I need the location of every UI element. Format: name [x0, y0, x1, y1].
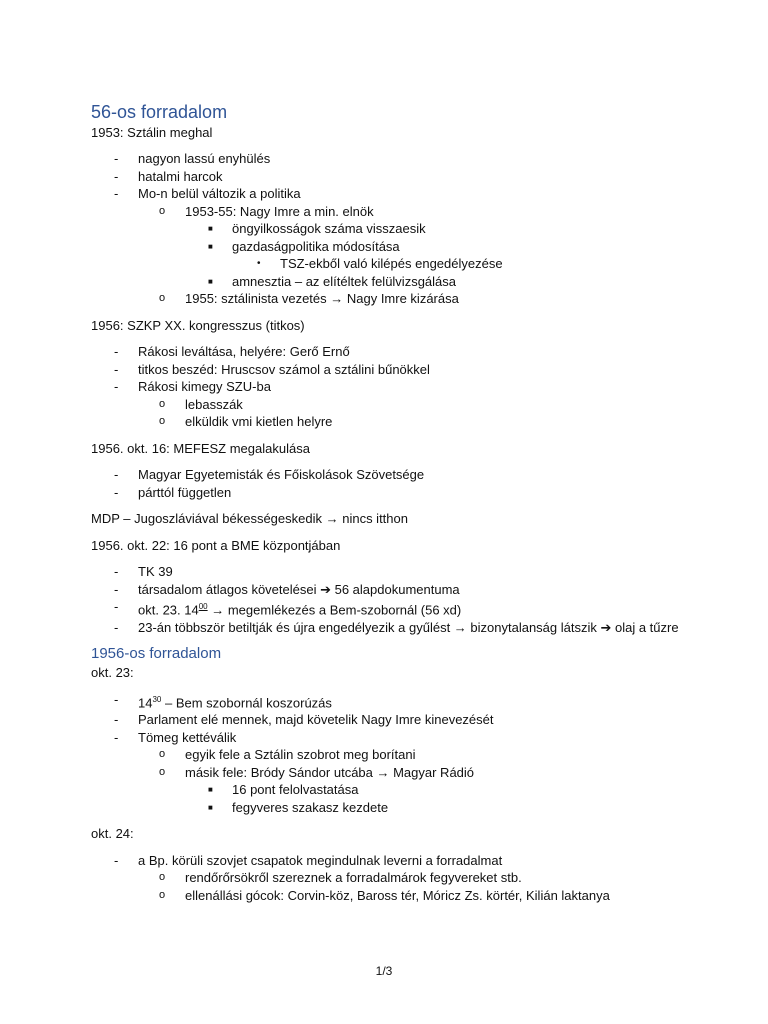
- list-1953: [91, 150, 691, 308]
- list-item: ■ fegyveres szakasz kezdete: [208, 799, 389, 815]
- square-marker: ■: [208, 276, 213, 286]
- sublist: [138, 869, 691, 904]
- list-item: - társadalom átlagos követelései ➔ 56 alapdokumentuma: [114, 581, 460, 597]
- list-item: - TK 39: [114, 564, 173, 579]
- circle-marker: o: [159, 397, 166, 410]
- dash-marker: -: [114, 581, 119, 597]
- circle-marker: o: [159, 888, 166, 901]
- dash-marker: -: [114, 151, 119, 166]
- list-16-pont: [91, 563, 691, 636]
- list-item: ■ gazdaságpolitika módosítása • TSZ-ekből való kilépés engedélyezése: [185, 238, 691, 273]
- dash-marker: -: [114, 564, 119, 579]
- list-item: - Tömeg kettéválik o egyik fele a Sztálin szobrot meg borítani o másik fele: Bródy Sándor utcába → Magyar Rádió ■ 16 pont felolvastatása ■ fegyveres szakasz kezdete: [91, 729, 691, 817]
- list-item: o rendőrőrsökről szereznek a forradalmárok fegyvereket stb.: [159, 870, 522, 886]
- dash-marker: -: [114, 168, 119, 184]
- square-marker: ■: [208, 785, 213, 795]
- dash-marker: -: [114, 467, 119, 482]
- heading-56-os-forradalom: 56-os forradalom: [91, 102, 228, 122]
- dash-marker: -: [114, 361, 119, 377]
- list-item: - párttól független: [114, 484, 232, 500]
- list-item: - 23-án többször betiltják és újra engedélyezik a gyűlést → bizonytalanság látszik ➔ olaj a tűzre: [114, 619, 679, 635]
- square-marker: ■: [208, 241, 213, 251]
- paragraph-okt-24: okt. 24:: [91, 826, 134, 842]
- list-item: - Parlament elé mennek, majd követelik Nagy Imre kinevezését: [114, 712, 494, 728]
- list-okt-23: [91, 691, 691, 817]
- list-item: o 1953-55: Nagy Imre a min. elnök ■ öngyilkosságok száma visszaesik ■ gazdaságpolitika módosítása • TSZ-ekből való kilépés engedélyezése ■ amnesztia – az elítéltek felülvizsgálása: [138, 203, 691, 291]
- list-item: o egyik fele a Sztálin szobrot meg borítani: [159, 747, 416, 763]
- sublist: [185, 220, 691, 290]
- list-item: - nagyon lassú enyhülés: [114, 151, 271, 166]
- paragraph-1953: 1953: Sztálin meghal: [91, 124, 213, 140]
- dash-marker: -: [114, 379, 119, 394]
- list-item: - a Bp. körüli szovjet csapatok megindulnak leverni a forradalmat o rendőrőrsökről szereznek a forradalmárok fegyvereket stb. o ellenállási gócok: Corvin-köz, Baross tér, Móricz Zs. körtér, Kilián laktanya: [91, 852, 691, 905]
- dash-marker: -: [114, 852, 119, 868]
- circle-marker: o: [159, 871, 166, 884]
- list-item: - $14^{30}$ – Bem szobornál koszorúzás: [114, 691, 332, 710]
- paragraph-16-pont: 1956. okt. 22: 16 pont a BME központjában: [91, 537, 341, 553]
- heading-1956-os-forradalom: 1956-os forradalom: [91, 645, 222, 663]
- list-okt-24: [91, 852, 691, 905]
- circle-marker: o: [159, 748, 166, 761]
- page-number: 1/3: [375, 964, 393, 978]
- list-item: - Rákosi kimegy SZU-ba o lebasszák o elküldik vmi kietlen helyre: [91, 378, 691, 431]
- list-item: - Rákosi leváltása, helyére: Gerő Ernő: [114, 344, 350, 359]
- paragraph-mdp: MDP – Jugoszláviával békességeskedik → nincs itthon: [91, 511, 408, 526]
- list-item: ■ amnesztia – az elítéltek felülvizsgálása: [208, 273, 457, 289]
- sublist: [138, 203, 691, 308]
- list-item: - Mo-n belül változik a politika o 1953-55: Nagy Imre a min. elnök ■ öngyilkosságok száma visszaesik ■ gazdaságpolitika módosítása • TSZ-ekből való kilépés engedélyezése ■ amnesztia – az elítéltek felülvizsgálása o 1955: sztálinista vezetés → Nagy Imre kizárása: [91, 185, 691, 308]
- sublist: [138, 396, 691, 431]
- circle-marker: o: [159, 415, 166, 427]
- list-1956-szkp: [91, 343, 691, 431]
- circle-marker: o: [159, 765, 166, 778]
- list-item: o 1955: sztálinista vezetés → Nagy Imre kizárása: [159, 291, 459, 306]
- circle-marker: o: [159, 292, 166, 304]
- list-item: ■ öngyilkosságok száma visszaesik: [208, 221, 426, 236]
- circle-marker: o: [159, 204, 166, 217]
- square-marker: ■: [208, 224, 213, 233]
- list-item: o elküldik vmi kietlen helyre: [159, 414, 333, 429]
- list-item: ■ 16 pont felolvastatása: [208, 782, 359, 798]
- sublist: [185, 781, 691, 816]
- dash-marker: -: [114, 186, 119, 201]
- dash-marker: -: [114, 484, 119, 500]
- dash-marker: -: [114, 729, 119, 745]
- list-mefesz: [91, 466, 691, 501]
- sublist: [138, 746, 691, 816]
- paragraph-okt-23: okt. 23:: [91, 665, 134, 681]
- list-item: o ellenállási gócok: Corvin-köz, Baross tér, Móricz Zs. körtér, Kilián laktanya: [159, 887, 610, 903]
- dash-marker: -: [114, 344, 119, 359]
- list-item: o lebasszák: [159, 396, 243, 412]
- paragraph-mefesz: 1956. okt. 16: MEFESZ megalakulása: [91, 440, 310, 456]
- dot-marker: •: [257, 258, 261, 269]
- paragraph-1956-szkp: 1956: SZKP XX. kongresszus (titkos): [91, 317, 305, 333]
- dash-marker: -: [114, 691, 119, 707]
- list-item: o másik fele: Bródy Sándor utcába → Magyar Rádió ■ 16 pont felolvastatása ■ fegyveres szakasz kezdete: [138, 764, 691, 817]
- list-item: - hatalmi harcok: [114, 168, 223, 184]
- list-item: • TSZ-ekből való kilépés engedélyezése: [257, 256, 503, 271]
- square-marker: ■: [208, 802, 213, 812]
- list-item: - titkos beszéd: Hruscsov számol a sztálini bűnökkel: [114, 361, 430, 377]
- dash-marker: -: [114, 619, 119, 635]
- document-body: [91, 101, 691, 913]
- sublist: [232, 255, 691, 273]
- dash-marker: -: [114, 712, 119, 728]
- list-item: - Magyar Egyetemisták és Főiskolások Szövetsége: [114, 467, 425, 482]
- list-item: - okt. 23. $14^{00}$ → megemlékezés a Bem-szobornál (56 xd): [114, 599, 462, 618]
- dash-marker: -: [114, 599, 119, 614]
